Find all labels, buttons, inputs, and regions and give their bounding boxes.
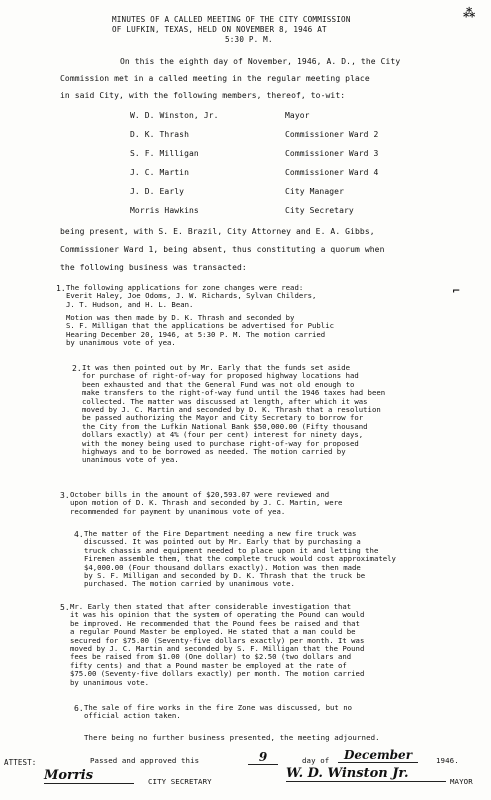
member-title: City Manager <box>285 187 344 196</box>
approval-day-label: day of <box>302 756 330 765</box>
approval-day: 9 <box>248 750 278 765</box>
item-number: 6. <box>74 704 84 713</box>
item-6-text: The sale of fire works in the fire Zone was discussed, but no official action taken. <box>84 703 352 721</box>
item-number: 4. <box>74 530 84 539</box>
member-title: Commissioner Ward 2 <box>285 130 379 139</box>
item-number: 3. <box>60 491 70 500</box>
mayor-label: MAYOR <box>450 777 473 786</box>
member-name: J. C. Martin <box>130 168 189 177</box>
margin-check-mark: ⌐ <box>452 286 461 297</box>
member-title: Mayor <box>285 111 310 120</box>
intro-line-1: On this the eighth day of November, 1946, A. D., the City <box>120 57 401 66</box>
item-2-text: It was then pointed out by Mr. Early that the funds set aside for purchase of right-of-way for proposed highway locations had been exhausted and that the General Fund was not old enough to make transfers to the right-of-way fund until the 1946 taxes had been collected. The matter was discussed at length, after which it was moved by J. C. Martin and seconded by D. K. Thrash that a resolution be passed authorizing the Mayor and City Secretary to borrow for the City from the Lufkin National Bank $50,000.00 (Fifty thousand dollars exactly) at 4% (four per cent) interest for ninety days, with the money being used to purchase right-of-way for proposed highways and to be borrowed as needed. The motion carried by unanimous vote of yea. <box>82 363 386 465</box>
intro-line-3: in said City, with the following members, thereof, to-wit: <box>60 91 346 100</box>
member-title: Commissioner Ward 4 <box>285 168 379 177</box>
mayor-signature: W. D. Winston Jr. <box>286 766 446 782</box>
secretary-label: CITY SECRETARY <box>148 777 212 786</box>
header-line-3: 5:30 P. M. <box>225 35 273 44</box>
header-line-1: MINUTES OF A CALLED MEETING OF THE CITY COMMISSION <box>112 15 351 24</box>
member-name: Morris Hawkins <box>130 206 199 215</box>
secretary-signature: Morris <box>44 768 134 784</box>
presence-line-3: the following business was transacted: <box>60 263 247 272</box>
item-4-text: The matter of the Fire Department needing a new fire truck was discussed. It was pointed out by Mr. Early that by purchasing a truck chassis and equipment needed to place upon it and letting the Firemen assemble them, that the complete truck would cost approximately $4,000.00 (Four thousand dollars exactly). Motion was then made by S. F. Milligan and seconded by D. K. Thrash that the truck be purchased. The motion carried by unanimous vote. <box>84 529 396 589</box>
header-line-2: OF LUFKIN, TEXAS, HELD ON NOVEMBER 8, 1946 AT <box>112 25 327 34</box>
presence-line-2: Commissioner Ward 1, being absent, thus constituting a quorum when <box>60 245 385 254</box>
presence-line-1: being present, with S. E. Brazil, City Attorney and E. A. Gibbs, <box>60 227 375 236</box>
item-1-text: The following applications for zone changes were read: Everit Haley, Joe Odoms, J. W. Richards, Sylvan Childers, J. T. Hudson, and H. L. Bean. <box>66 283 317 309</box>
member-name: D. K. Thrash <box>130 130 189 139</box>
approval-prefix: Passed and approved this <box>90 756 200 765</box>
approval-year: 1946. <box>436 756 459 765</box>
item-5-text: Mr. Early then stated that after considerable investigation that it was his opinion that the system of operating the Pound can would be improved. He recommended that the Pound fees be raised and that a regular Pound Master be employed. He stated that a man could be secured for $75.00 (Seventy-five dollars exactly) per month. It was moved by J. C. Martin and seconded by S. F. Milligan that the Pound fees be raised from $1.00 (One dollar) to $2.50 (two dollars and fifty cents) and that a Pound master be employed at the rate of $75.00 (Seventy-five dollars exactly) per month. The motion carried by unanimous vote. <box>70 602 365 687</box>
item-3-text: October bills in the amount of $20,593.07 were reviewed and upon motion of D. K. Thrash and seconded by J. C. Martin, were recommended for payment by unanimous vote of yea. <box>70 490 343 516</box>
item-1-motion-text: Motion was then made by D. K. Thrash and seconded by S. F. Milligan that the applications be advertised for Public Hearing December 20, 1946, at 5:30 P. M. The motion carried by unanimous vote of yea. <box>66 313 334 348</box>
member-name: J. D. Early <box>130 187 185 196</box>
member-name: W. D. Winston, Jr. <box>130 111 219 120</box>
member-title: City Secretary <box>285 206 354 215</box>
member-name: S. F. Milligan <box>130 149 199 158</box>
item-number: 2. <box>72 364 82 373</box>
attest-label: ATTEST: <box>4 758 37 767</box>
intro-line-2: Commission met in a called meeting in the regular meeting place <box>60 74 370 83</box>
closing-line: There being no further business presented, the meeting adjourned. <box>84 733 380 742</box>
corner-mark: ⁂ <box>463 6 476 20</box>
member-title: Commissioner Ward 3 <box>285 149 379 158</box>
item-number: 5. <box>60 603 70 612</box>
item-number: 1. <box>56 284 66 293</box>
approval-month: December <box>338 748 418 763</box>
